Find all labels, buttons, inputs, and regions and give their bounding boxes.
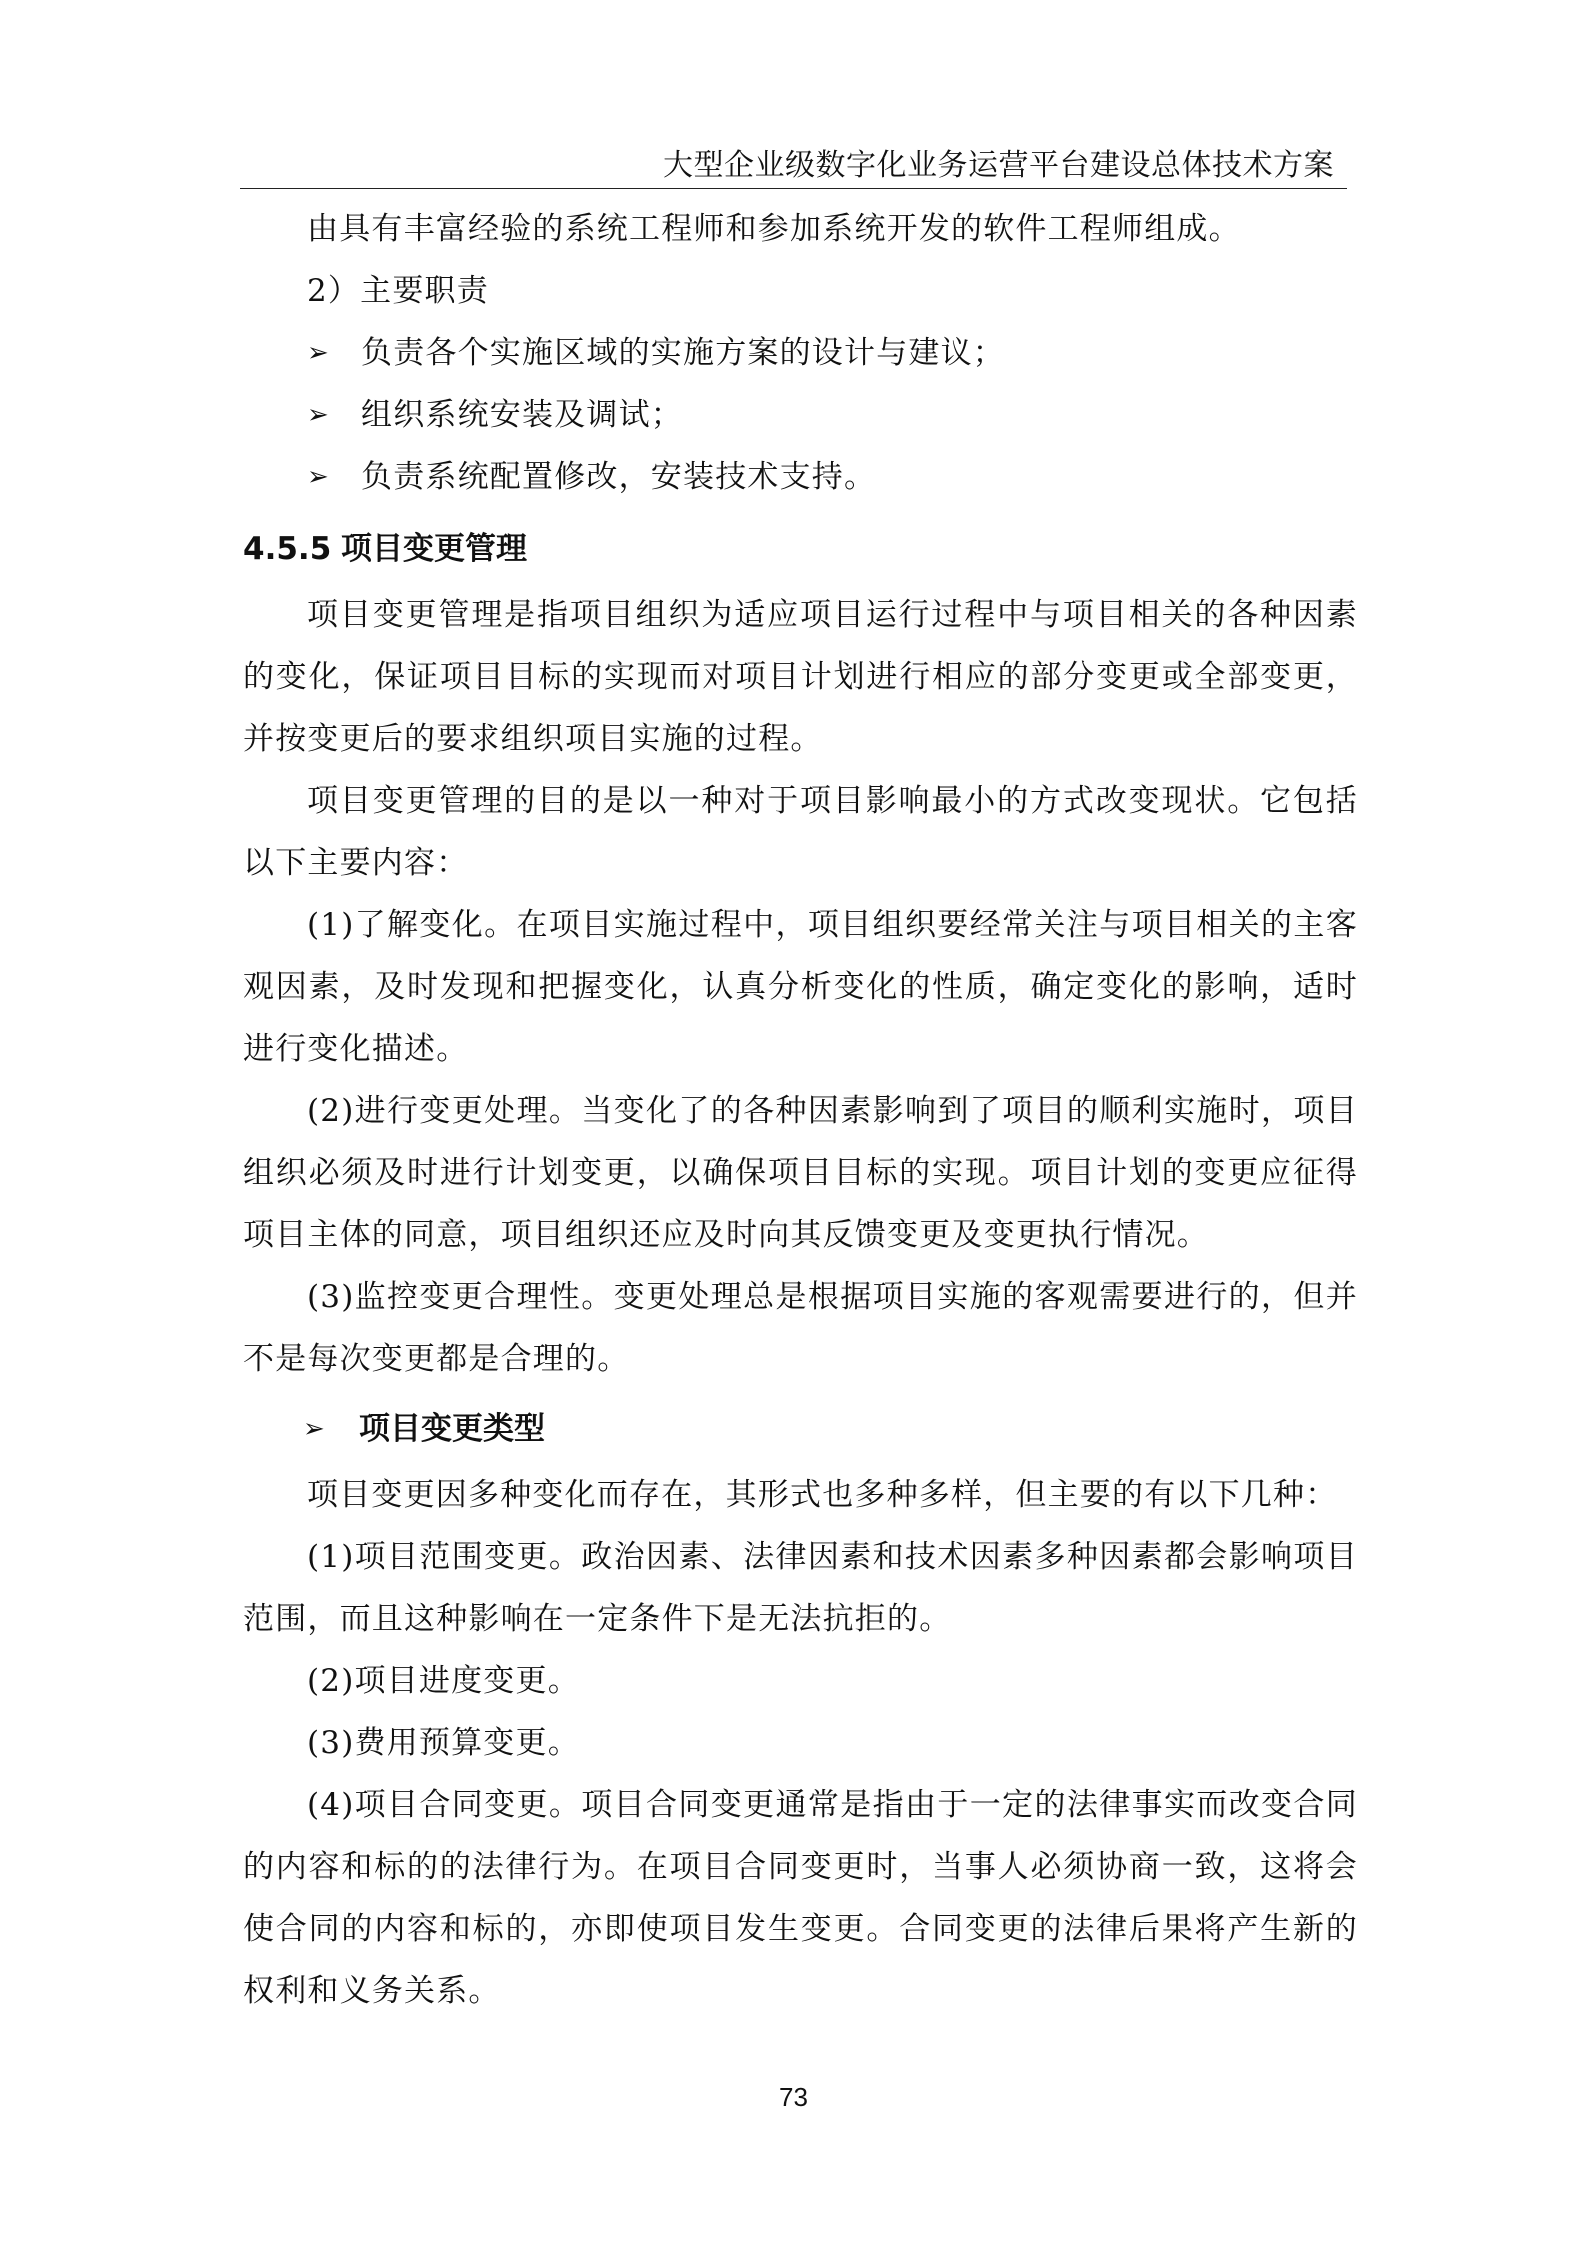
- page-number: 73: [779, 2082, 808, 2112]
- running-header: 大型企业级数字化业务运营平台建设总体技术方案: [663, 148, 1334, 183]
- page-body: [243, 198, 1358, 2022]
- paragraph: (1)了解变化。在项目实施过程中，项目组织要经常关注与项目相关的主客观因素，及时发现和把握变化，认真分析变化的性质，确定变化的影响，适时进行变化描述。: [243, 907, 1358, 1067]
- paragraph: 项目变更管理的目的是以一种对于项目影响最小的方式改变现状。它包括以下主要内容：: [243, 783, 1358, 881]
- arrowhead-bullet-icon: ➢: [307, 338, 330, 368]
- duty-text: 负责系统配置修改，安装技术支持。: [361, 459, 877, 495]
- arrowhead-bullet-icon: ➢: [307, 400, 330, 430]
- intro-line: 由具有丰富经验的系统工程师和参加系统开发的软件工程师组成。: [307, 211, 1241, 247]
- duty-item: [243, 384, 1358, 446]
- sub-heading: [243, 1398, 1358, 1460]
- duty-text: 组织系统安装及调试；: [361, 397, 683, 433]
- duty-text: 负责各个实施区域的实施方案的设计与建议；: [361, 335, 1005, 371]
- section-number: 4.5.5: [243, 531, 332, 567]
- paragraph: (2)项目进度变更。: [307, 1663, 580, 1699]
- paragraph: 项目变更管理是指项目组织为适应项目运行过程中与项目相关的各种因素的变化，保证项目目标的实现而对项目计划进行相应的部分变更或全部变更，并按变更后的要求组织项目实施的过程。: [243, 597, 1358, 757]
- paragraph: 项目变更因多种变化而存在，其形式也多种多样，但主要的有以下几种：: [307, 1477, 1338, 1513]
- sub-heading-text: 项目变更类型: [359, 1411, 545, 1447]
- section-title: 项目变更管理: [341, 531, 527, 567]
- paragraph: (4)项目合同变更。项目合同变更通常是指由于一定的法律事实而改变合同的内容和标的的法律行为。在项目合同变更时，当事人必须协商一致，这将会使合同的内容和标的，亦即使项目发生变更。合同变更的法律后果将产生新的权利和义务关系。: [243, 1787, 1358, 2009]
- paragraph: (3)费用预算变更。: [307, 1725, 580, 1761]
- arrowhead-bullet-icon: ➢: [307, 462, 330, 492]
- duties-title: 2）主要职责: [307, 273, 489, 309]
- duty-item: [243, 322, 1358, 384]
- paragraph: (3)监控变更合理性。变更处理总是根据项目实施的客观需要进行的，但并不是每次变更都是合理的。: [243, 1279, 1358, 1377]
- paragraph: (2)进行变更处理。当变化了的各种因素影响到了项目的顺利实施时，项目组织必须及时进行计划变更，以确保项目目标的实现。项目计划的变更应征得项目主体的同意，项目组织还应及时向其反馈变更及变更执行情况。: [243, 1093, 1358, 1253]
- duty-item: [243, 446, 1358, 508]
- section-heading: [243, 518, 1358, 580]
- header-rule: [240, 188, 1347, 189]
- paragraph: (1)项目范围变更。政治因素、法律因素和技术因素多种因素都会影响项目范围，而且这种影响在一定条件下是无法抗拒的。: [243, 1539, 1358, 1637]
- arrowhead-bullet-icon: ➢: [303, 1414, 325, 1444]
